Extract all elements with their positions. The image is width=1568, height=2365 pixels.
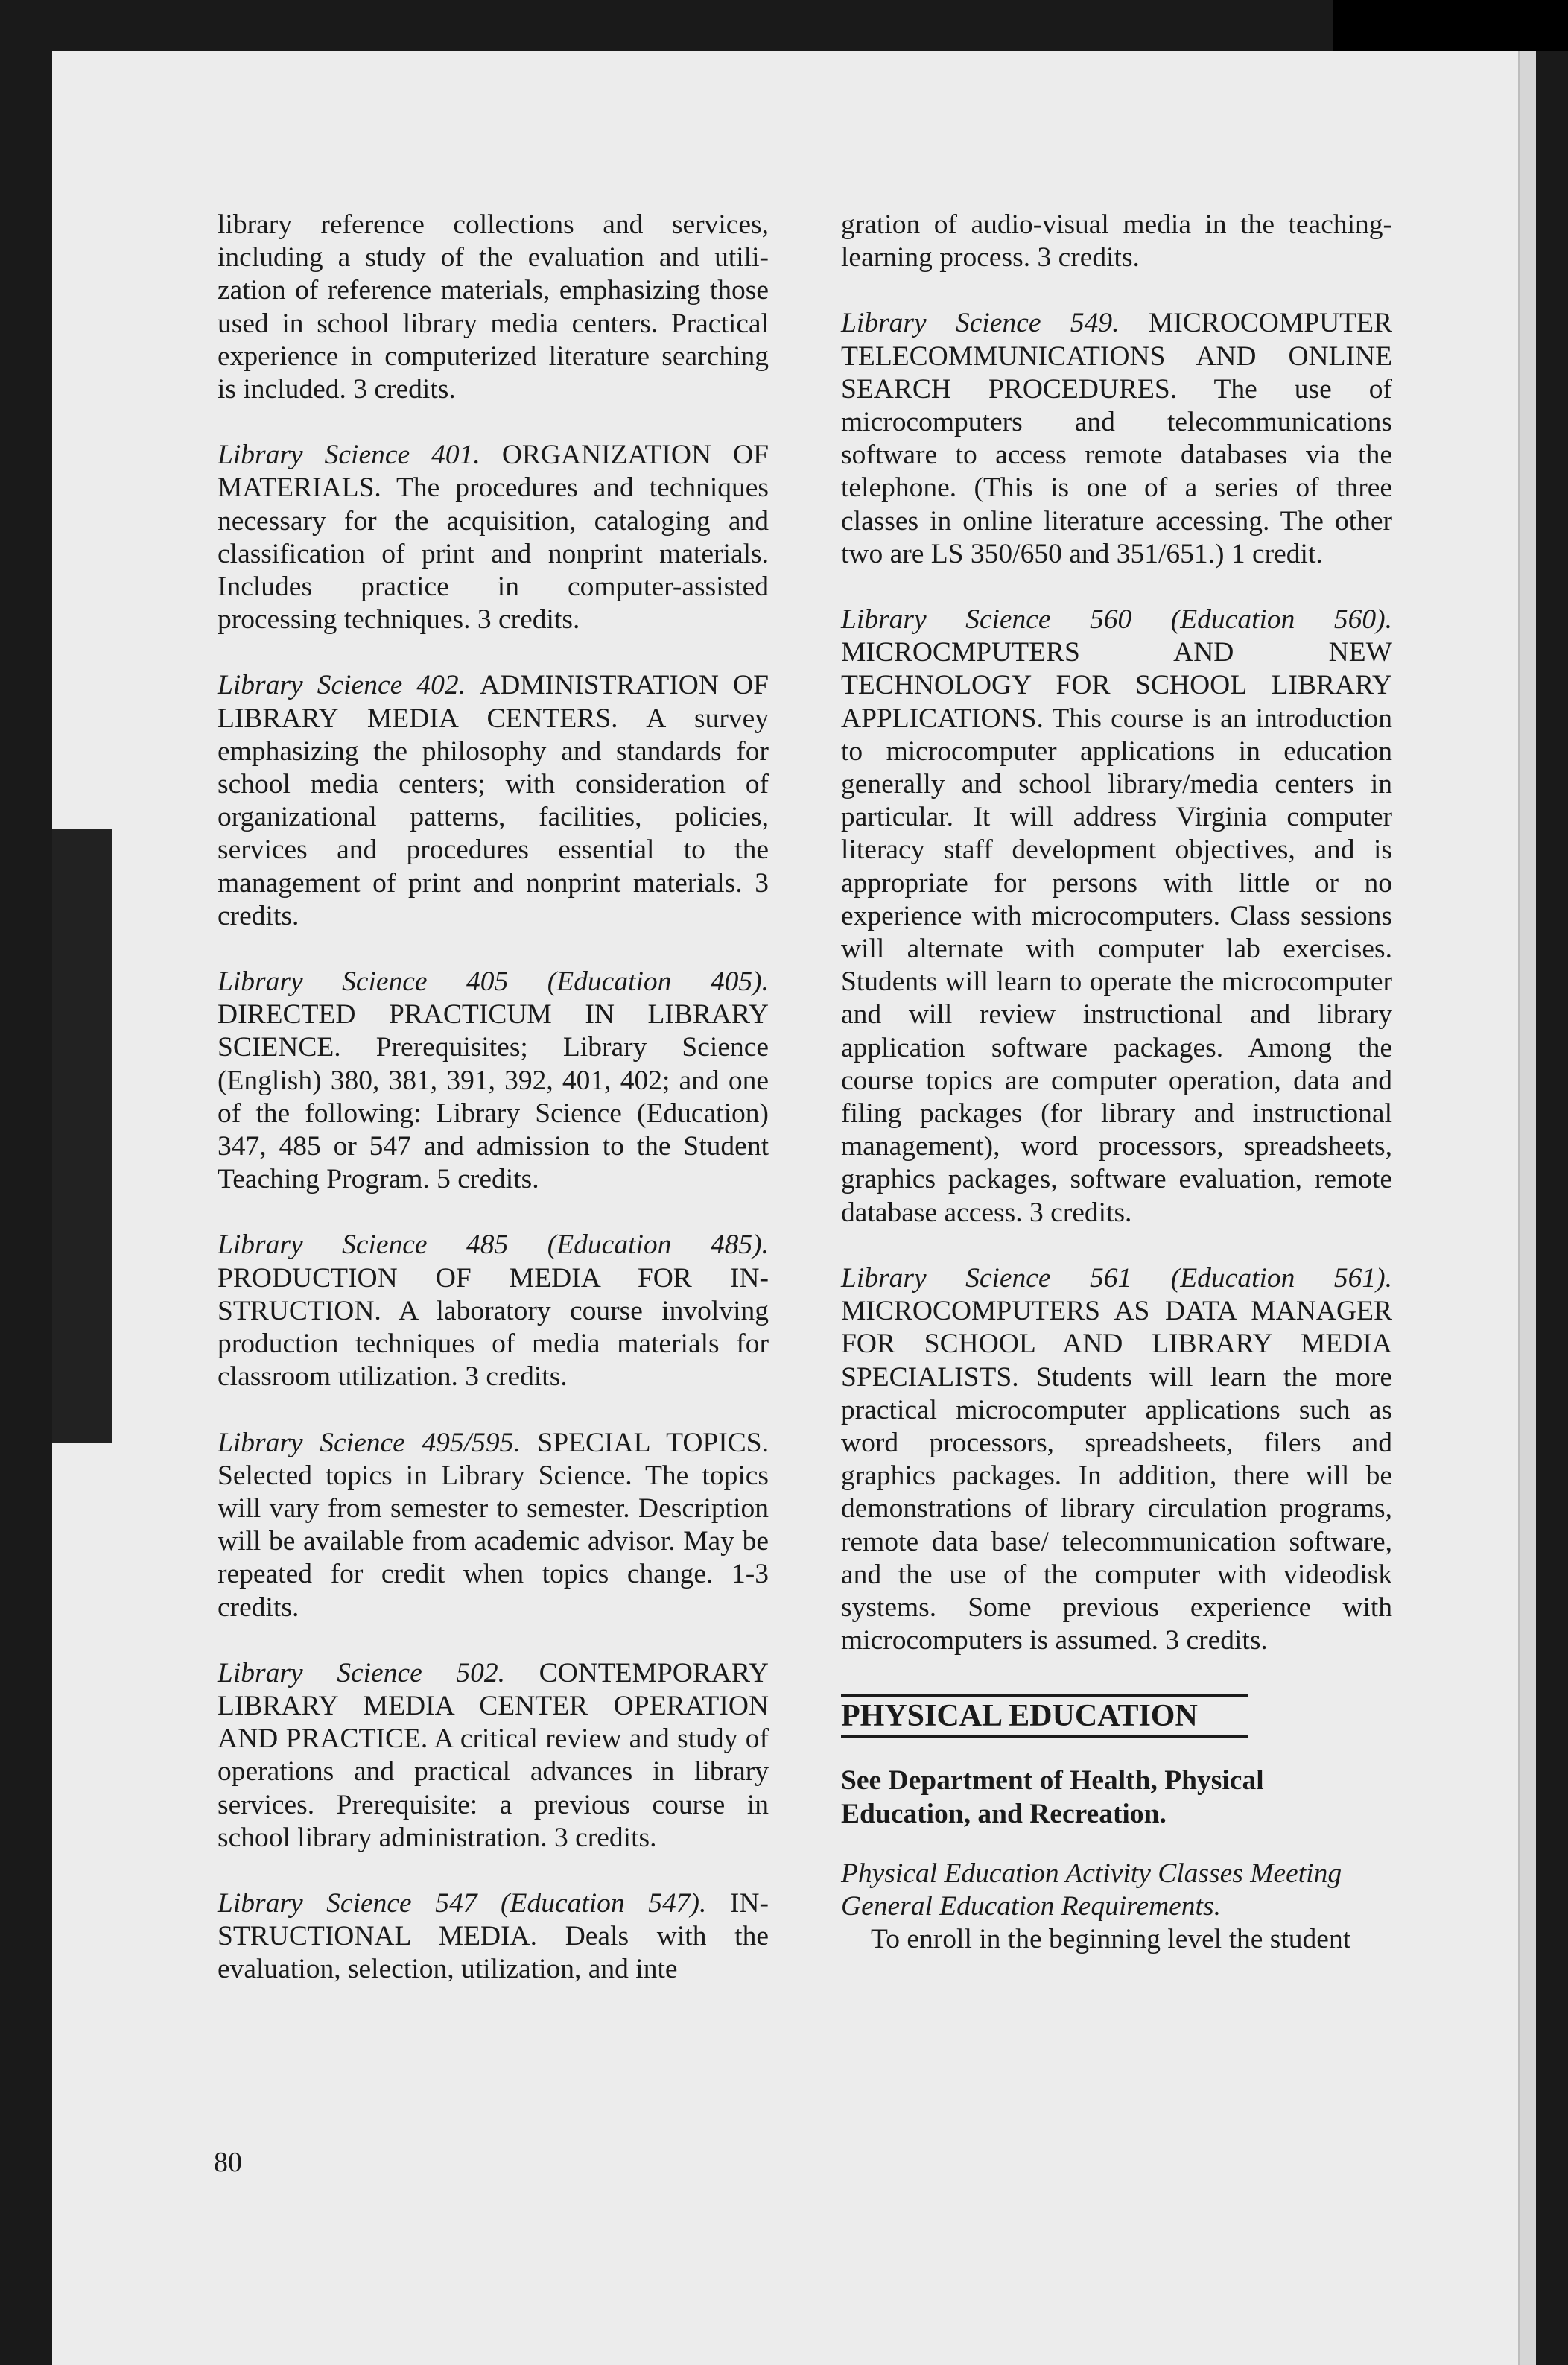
page-edge [1518, 51, 1536, 2365]
course-entry: Library Science 549. MICROCOMPUTER TELECOMMUNICATIONS AND ONLINE SEARCH PROCEDURES. The use of microcomputers and telecommunications software to access remote databases via the telephone. (This is one of a series of three classes in online literature accessing. The other two are LS 350/650 and 351/651.) 1 credit. [841, 308, 1392, 569]
course-entry: library reference collections and services, including a study of the evaluation and utilization of reference materials, emphasizing those used in school library media centers. Practical experience in computerized literature searching is included. 3 credits. [218, 209, 769, 405]
course-entry: Library Science 561 (Education 561). MICROCOMPUTERS AS DATA MANAGER FOR SCHOOL AND LIBRARY MEDIA SPECIALISTS. Students will learn the more practical microcomputer applications such as word processors, spreadsheets, filers and graphics packages. In addition, there will be demonstrations of library circulation programs, remote data base/ telecommunication software, and the use of the computer with videodisk systems. Some previous experience with microcomputers is assumed. 3 credits. [841, 1262, 1392, 1656]
section-heading: PHYSICAL EDUCATION [841, 1694, 1248, 1738]
see-also-note: See Department of Health, Physical Education, and Recreation. [841, 1765, 1264, 1829]
course-entry: Library Science 401. ORGANIZATION OF MATERIALS. The procedures and techniques necessary for the acquisition, cataloging and classification of print and nonprint materials. Includes practice in computer-assisted processing techniques. 3 credits. [218, 440, 769, 636]
scan-border [1333, 0, 1568, 51]
course-entry: Library Science 405 (Education 405). DIRECTED PRACTICUM IN LIBRARY SCIENCE. Prerequisites; Library Science (English) 380, 381, 391, 392, 401, 402; and one of the following: Library Science (Education) 347, 485 or 547 and admission to the Student Teaching Program. 5 credits. [218, 966, 769, 1195]
left-column [218, 209, 769, 1986]
course-entry: Library Science 547 (Education 547). INSTRUCTIONAL MEDIA. Deals with the evaluation, selection, utilization, and inte [218, 1887, 769, 1985]
thumb-index-tab [52, 829, 112, 1443]
course-entry: Library Science 402. ADMINISTRATION OF LIBRARY MEDIA CENTERS. A survey emphasizing the philosophy and standards for school media centers; with consideration of organizational patterns, facilities, policies, services and procedures essential to the management of print and nonprint materials. 3 credits. [218, 670, 769, 931]
section-body: To enroll in the beginning level the student [871, 1924, 1351, 1955]
course-entry: Library Science 560 (Education 560). MICROCMPUTERS AND NEW TECHNOLOGY FOR SCHOOL LIBRARY APPLICATIONS. This course is an introduction to microcomputer applications in education generally and school library/media centers in particular. It will address Virginia computer literacy staff development objectives, and is appropriate for persons with little or no experience with microcomputers. Class sessions will alternate with computer lab exercises. Students will learn to operate the microcomputer and will review instructional and library application software packages. Among the course topics are computer operation, data and filing packages (for library and instructional management), word processors, spreadsheets, graphics packages, software evaluation, remote database access. 3 credits. [841, 604, 1392, 1228]
right-column [841, 209, 1392, 1956]
page-number: 80 [214, 2147, 242, 2178]
course-entry: Library Science 495/595. SPECIAL TOPICS. Selected topics in Library Science. The topics will vary from semester to semester. Description will be available from academic advisor. May be repeated for credit when topics change. 1-3 credits. [218, 1427, 769, 1623]
course-entry: Library Science 502. CONTEMPORARY LIBRARY MEDIA CENTER OPERATION AND PRACTICE. A critical review and study of operations and practical advances in library services. Prerequisite: a previous course in school library administration. 3 credits. [218, 1657, 769, 1853]
course-entry: gration of audio-visual media in the teaching-learning process. 3 credits. [841, 209, 1392, 273]
course-entry: Library Science 485 (Education 485). PRODUCTION OF MEDIA FOR INSTRUCTION. A laboratory course involving production techniques of media materials for classroom utilization. 3 credits. [218, 1229, 769, 1393]
subsection-heading: Physical Education Activity Classes Meeting General Education Requirements. [841, 1858, 1342, 1922]
